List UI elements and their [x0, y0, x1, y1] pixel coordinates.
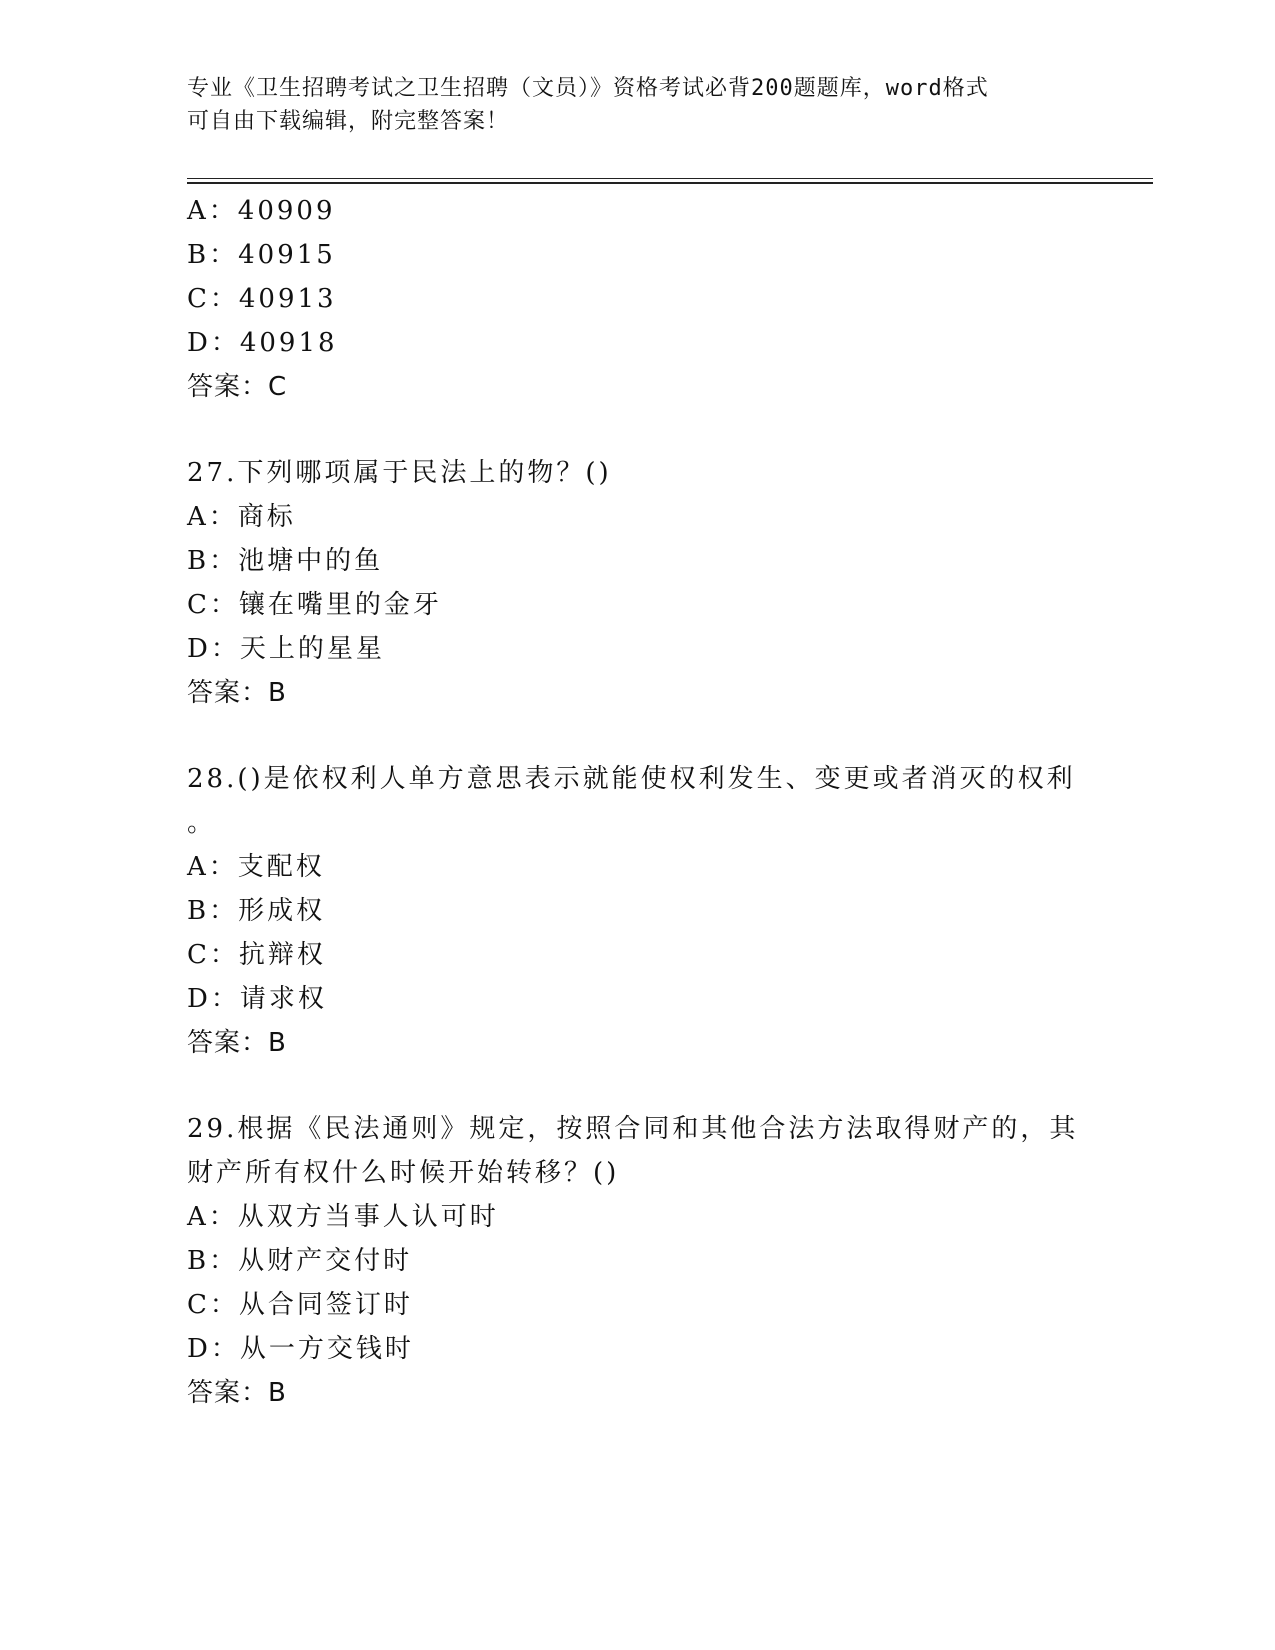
header-divider-thick: [187, 182, 1153, 184]
q26-option-b: B：40915: [187, 240, 336, 270]
header-divider-thin: [187, 178, 1153, 179]
q29-stem-line-2: 财产所有权什么时候开始转移？(): [187, 1158, 620, 1188]
q27-option-a: A：商标: [187, 502, 296, 532]
q26-answer: 答案：C: [187, 372, 288, 402]
q29-option-b: B：从财产交付时: [187, 1246, 413, 1276]
q29-option-c: C：从合同签订时: [187, 1290, 413, 1320]
document-header: [187, 72, 1067, 138]
q28-option-a: A：支配权: [187, 852, 325, 882]
q29-stem-line-1: 29.根据《民法通则》规定，按照合同和其他合法方法取得财产的，其: [187, 1114, 1079, 1144]
q27-answer: 答案：B: [187, 678, 287, 708]
q29-option-a: A：从双方当事人认可时: [187, 1202, 499, 1232]
q28-option-d: D：请求权: [187, 984, 327, 1014]
header-title-line-1: 专业《卫生招聘考试之卫生招聘（文员）》资格考试必背200题题库，word格式: [187, 76, 989, 101]
q27-stem: 27.下列哪项属于民法上的物？(): [187, 458, 612, 488]
q28-stem-line-1: 28.()是依权利人单方意思表示就能使权利发生、变更或者消灭的权利: [187, 764, 1076, 794]
q26-option-a: A：40909: [187, 196, 336, 226]
header-title-line-2: 可自由下载编辑，附完整答案！: [187, 109, 510, 134]
q26-option-c: C：40913: [187, 284, 337, 314]
q29-option-d: D：从一方交钱时: [187, 1334, 414, 1364]
q28-answer: 答案：B: [187, 1028, 287, 1058]
q27-option-d: D：天上的星星: [187, 634, 385, 664]
q27-option-b: B：池塘中的鱼: [187, 546, 384, 576]
q28-option-b: B：形成权: [187, 896, 326, 926]
q28-option-c: C：抗辩权: [187, 940, 326, 970]
q28-stem-line-2: 。: [187, 808, 217, 838]
q26-option-d: D：40918: [187, 328, 338, 358]
q29-answer: 答案：B: [187, 1378, 287, 1408]
q27-option-c: C：镶在嘴里的金牙: [187, 590, 442, 620]
